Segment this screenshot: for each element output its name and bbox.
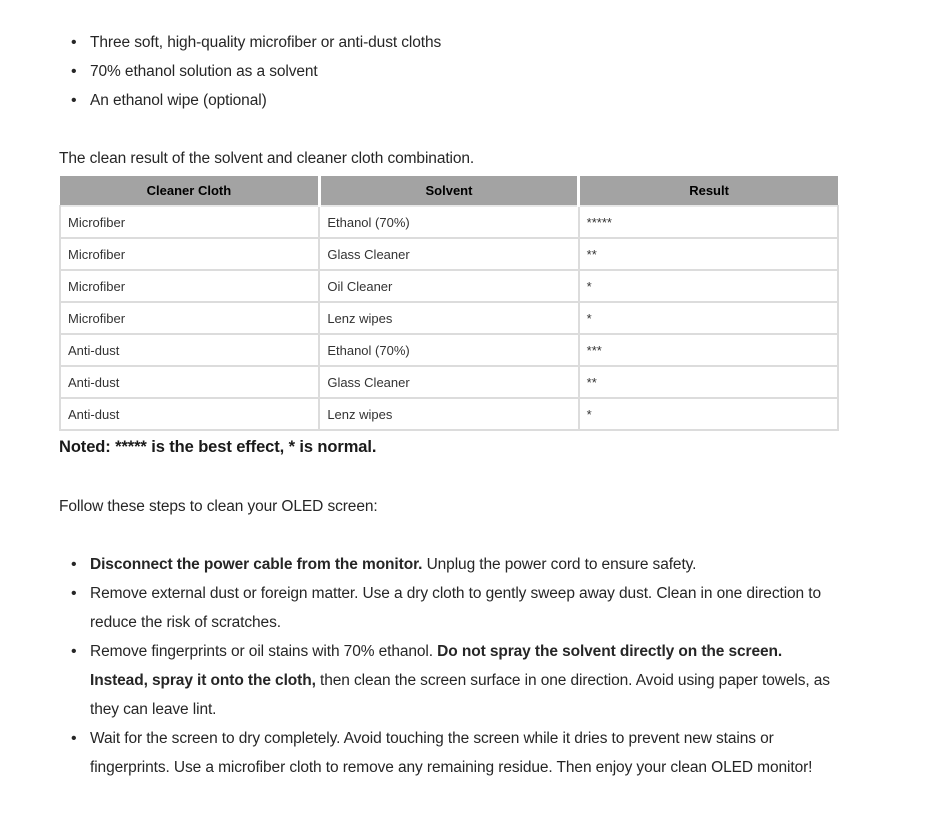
table-row	[60, 238, 838, 270]
cell-cleaner-cloth: Microfiber	[60, 302, 319, 334]
cell-solvent: Ethanol (70%)	[319, 334, 578, 366]
table-row	[60, 334, 838, 366]
table-row	[60, 206, 838, 238]
supply-item-text: Three soft, high-quality microfiber or anti-dust cloths	[90, 34, 442, 51]
cell-solvent: Glass Cleaner	[319, 238, 578, 270]
cell-cleaner-cloth: Anti-dust	[60, 334, 319, 366]
cell-cleaner-cloth: Anti-dust	[60, 398, 319, 430]
step-item	[59, 579, 839, 637]
table-row	[60, 366, 838, 398]
steps-intro-paragraph: Follow these steps to clean your OLED screen:	[59, 498, 378, 515]
clean-result-table	[59, 176, 839, 431]
cell-cleaner-cloth: Microfiber	[60, 238, 319, 270]
supply-item-text: An ethanol wipe (optional)	[90, 92, 267, 109]
cell-result: *****	[579, 206, 838, 238]
step-segment-bold: Disconnect the power cable from the monitor.	[90, 556, 423, 573]
supply-item-text: 70% ethanol solution as a solvent	[90, 63, 318, 80]
step-segment: then clean the screen surface in one direction. Avoid using paper towels, as they can leave lint.	[90, 672, 830, 718]
table-row	[60, 270, 838, 302]
step-segment: Wait for the screen to dry completely. Avoid touching the screen while it dries to prevent new stains or fingerprints. Use a microfiber cloth to remove any remaining residue. Then enjoy your clean OLED monitor!	[90, 730, 813, 776]
step-item	[59, 724, 839, 782]
cell-solvent: Ethanol (70%)	[319, 206, 578, 238]
supply-item	[59, 86, 839, 115]
cell-cleaner-cloth: Anti-dust	[60, 366, 319, 398]
cell-cleaner-cloth: Microfiber	[60, 206, 319, 238]
cell-solvent: Lenz wipes	[319, 302, 578, 334]
header-cell-solvent: Solvent	[319, 176, 578, 206]
steps-list	[59, 550, 839, 782]
note-paragraph: Noted: ***** is the best effect, * is normal.	[59, 438, 377, 456]
step-segment: Remove external dust or foreign matter. Use a dry cloth to gently sweep away dust. Clean in one direction to reduce the risk of scratches.	[90, 585, 822, 631]
intro-paragraph: The clean result of the solvent and cleaner cloth combination.	[59, 150, 475, 167]
cell-cleaner-cloth: Microfiber	[60, 270, 319, 302]
supply-item	[59, 57, 839, 86]
step-segment: Remove fingerprints or oil stains with 70% ethanol.	[90, 643, 438, 660]
supplies-list	[59, 28, 839, 115]
step-segment-bold: Do not spray the solvent directly on the screen. Instead, spray it onto the cloth,	[90, 643, 783, 689]
table-row	[60, 398, 838, 430]
supply-item	[59, 28, 839, 57]
cell-result: *	[579, 398, 838, 430]
cell-result: **	[579, 238, 838, 270]
step-item	[59, 550, 839, 579]
table-header	[60, 176, 838, 206]
step-segment: Unplug the power cord to ensure safety.	[422, 556, 697, 573]
table-header-row	[60, 176, 838, 206]
cell-solvent: Oil Cleaner	[319, 270, 578, 302]
cell-result: *	[579, 302, 838, 334]
cell-solvent: Lenz wipes	[319, 398, 578, 430]
cell-solvent: Glass Cleaner	[319, 366, 578, 398]
table-row	[60, 302, 838, 334]
cell-result: *	[579, 270, 838, 302]
cell-result: ***	[579, 334, 838, 366]
header-cell-result: Result	[579, 176, 838, 206]
header-cell-cleaner-cloth: Cleaner Cloth	[60, 176, 319, 206]
cell-result: **	[579, 366, 838, 398]
table-body	[60, 206, 838, 430]
step-item	[59, 637, 839, 724]
